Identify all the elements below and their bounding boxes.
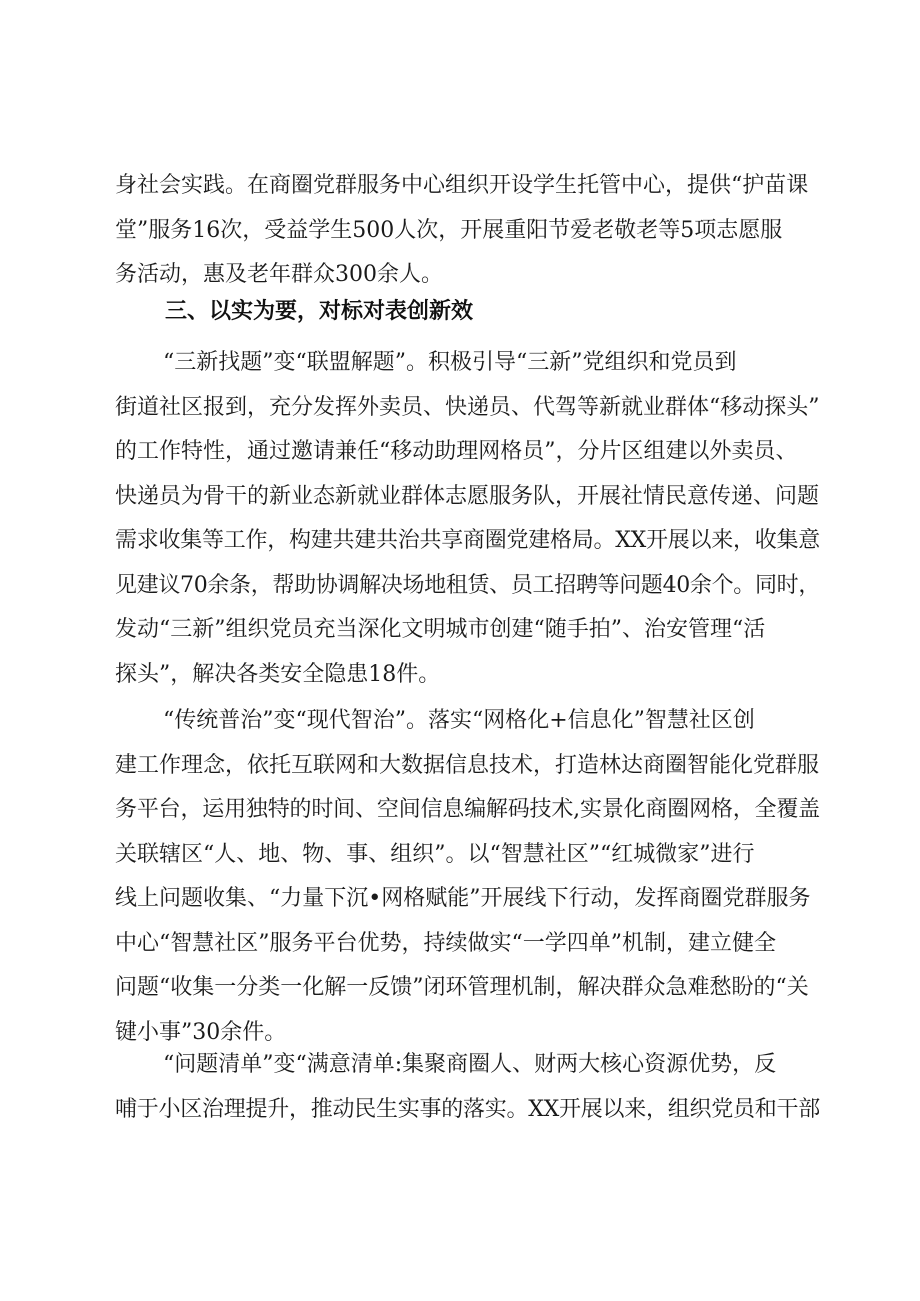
text-line: 务平台，运用独特的时间、空间信息编解码技术,实景化商圈网格，全覆盖	[115, 797, 820, 822]
text-line: “问题清单”变“满意清单:集聚商圈人、财两大核心资源优势，反	[163, 1052, 777, 1077]
text-line: 街道社区报到，充分发挥外卖员、快递员、代驾等新就业群体“移动探头”	[115, 394, 820, 420]
text-line: 线上问题收集、“力量下沉•网格赋能”开展线下行动，发挥商圈党群服务	[115, 886, 811, 911]
text-line: 身社会实践。在商圈党群服务中心组织开设学生托管中心，提供“护苗课	[115, 173, 809, 198]
text-line: 建工作理念，依托互联网和大数据信息技术，打造林达商圈智能化党群服	[115, 752, 820, 778]
text-line: 见建议70余条，帮助协调解决场地租赁、员工招聘等问题40余个。同时，	[115, 572, 820, 598]
section-heading: 三、以实为要，对标对表创新效	[165, 299, 474, 324]
text-line: “三新找题”变“联盟解题”。积极引导“三新”党组织和党员到	[163, 350, 737, 375]
text-line: 堂”服务16次，受益学生500人次，开展重阳节爱老敬老等5项志愿服	[115, 217, 783, 243]
text-line: 键小事”30余件。	[115, 1019, 287, 1045]
text-line: 问题“收集一分类一化解一反馈”闭环管理机制，解决群众急难愁盼的“关	[115, 975, 809, 1000]
paragraph-alliance-solving	[115, 341, 820, 697]
text-line: 务活动，惠及老年群众300余人。	[115, 262, 443, 287]
paragraph-smart-governance	[115, 699, 820, 1055]
text-line: 探头”，解决各类安全隐患18件。	[115, 661, 441, 687]
text-line: 关联辖区“人、地、物、事、组织”。以“智慧社区”“红城微家”进行	[115, 841, 755, 867]
text-line: 的工作特性，通过邀请兼任“移动助理网格员”，分片区组建以外卖员、	[115, 439, 798, 464]
text-line: “传统普治”变“现代智治”。落实“网格化+信息化”智慧社区创	[163, 708, 755, 733]
text-line: 需求收集等工作，构建共建共治共享商圈党建格局。XX开展以来，收集意	[115, 528, 820, 553]
text-line: 哺于小区治理提升，推动民生实事的落实。XX开展以来，组织党员和干部	[115, 1096, 820, 1122]
text-line: 中心“智慧社区”服务平台优势，持续做实“一学四单”机制，建立健全	[115, 930, 776, 956]
text-line: 发动“三新”组织党员充当深化文明城市创建“随手拍”、治安管理“活	[115, 617, 766, 642]
paragraph-social-practice	[115, 164, 820, 298]
text-line: 快递员为骨干的新业态新就业群体志愿服务队，开展社情民意传递、问题	[115, 483, 820, 509]
paragraph-satisfaction-list	[115, 1043, 820, 1132]
